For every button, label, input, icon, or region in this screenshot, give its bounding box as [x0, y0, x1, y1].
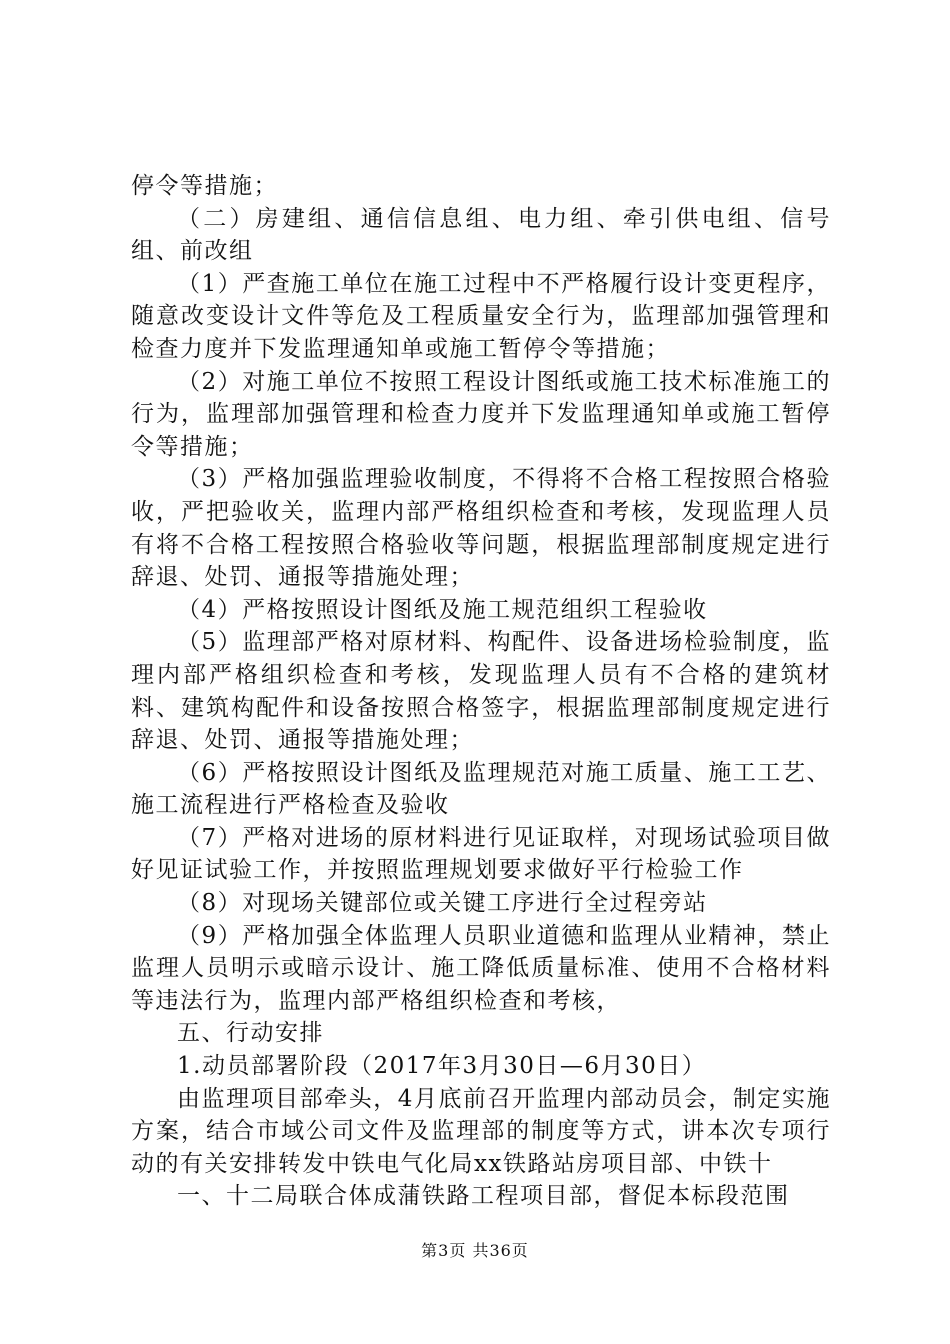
paragraph: 五、行动安排: [177, 1020, 324, 1047]
document-body: [131, 170, 831, 1213]
paragraph: （9）严格加强全体监理人员职业道德和监理从业精神，禁止监理人员明示或暗示设计、施工降低质量标准、使用不合格材料等违法行为，监理内部严格组织检查和考核，: [131, 922, 831, 1014]
paragraph: （4）严格按照设计图纸及施工规范组织工程验收: [177, 596, 708, 623]
paragraph: （8）对现场关键部位或关键工序进行全过程旁站: [177, 890, 708, 917]
paragraph: 一、十二局联合体成蒲铁路工程项目部，督促本标段范围: [177, 1183, 790, 1210]
paragraph: 由监理项目部牵头，4月底前召开监理内部动员会，制定实施方案，结合市域公司文件及监理部的制度等方式，讲本次专项行动的有关安排转发中铁电气化局xx铁路站房项目部、中铁十: [131, 1085, 831, 1177]
paragraph: 1.动员部署阶段（2017年3月30日—6月30日）: [177, 1053, 707, 1080]
page-footer: 第3页 共36页: [421, 1241, 529, 1260]
paragraph: （3）严格加强监理验收制度，不得将不合格工程按照合格验收，严把验收关，监理内部严格组织检查和考核，发现监理人员有将不合格工程按照合格验收等问题，根据监理部制度规定进行辞退、处罚、通报等措施处理；: [131, 466, 831, 591]
paragraph: （1）严查施工单位在施工过程中不严格履行设计变更程序，随意改变设计文件等危及工程质量安全行为，监理部加强管理和检查力度并下发监理通知单或施工暂停令等措施；: [131, 270, 831, 362]
paragraph: 停令等措施；: [131, 173, 278, 199]
paragraph: （6）严格按照设计图纸及监理规范对施工质量、施工工艺、施工流程进行严格检查及验收: [131, 759, 831, 819]
paragraph: （二）房建组、通信信息组、电力组、牵引供电组、信号组、前改组: [131, 205, 831, 265]
paragraph: （7）严格对进场的原材料进行见证取样，对现场试验项目做好见证试验工作，并按照监理规划要求做好平行检验工作: [131, 824, 831, 884]
paragraph: （5）监理部严格对原材料、构配件、设备进场检验制度，监理内部严格组织检查和考核，发现监理人员有不合格的建筑材料、建筑构配件和设备按照合格签字，根据监理部制度规定进行辞退、处罚、通报等措施处理；: [131, 629, 831, 754]
paragraph: （2）对施工单位不按照工程设计图纸或施工技术标准施工的行为，监理部加强管理和检查力度并下发监理通知单或施工暂停令等措施；: [131, 368, 831, 460]
